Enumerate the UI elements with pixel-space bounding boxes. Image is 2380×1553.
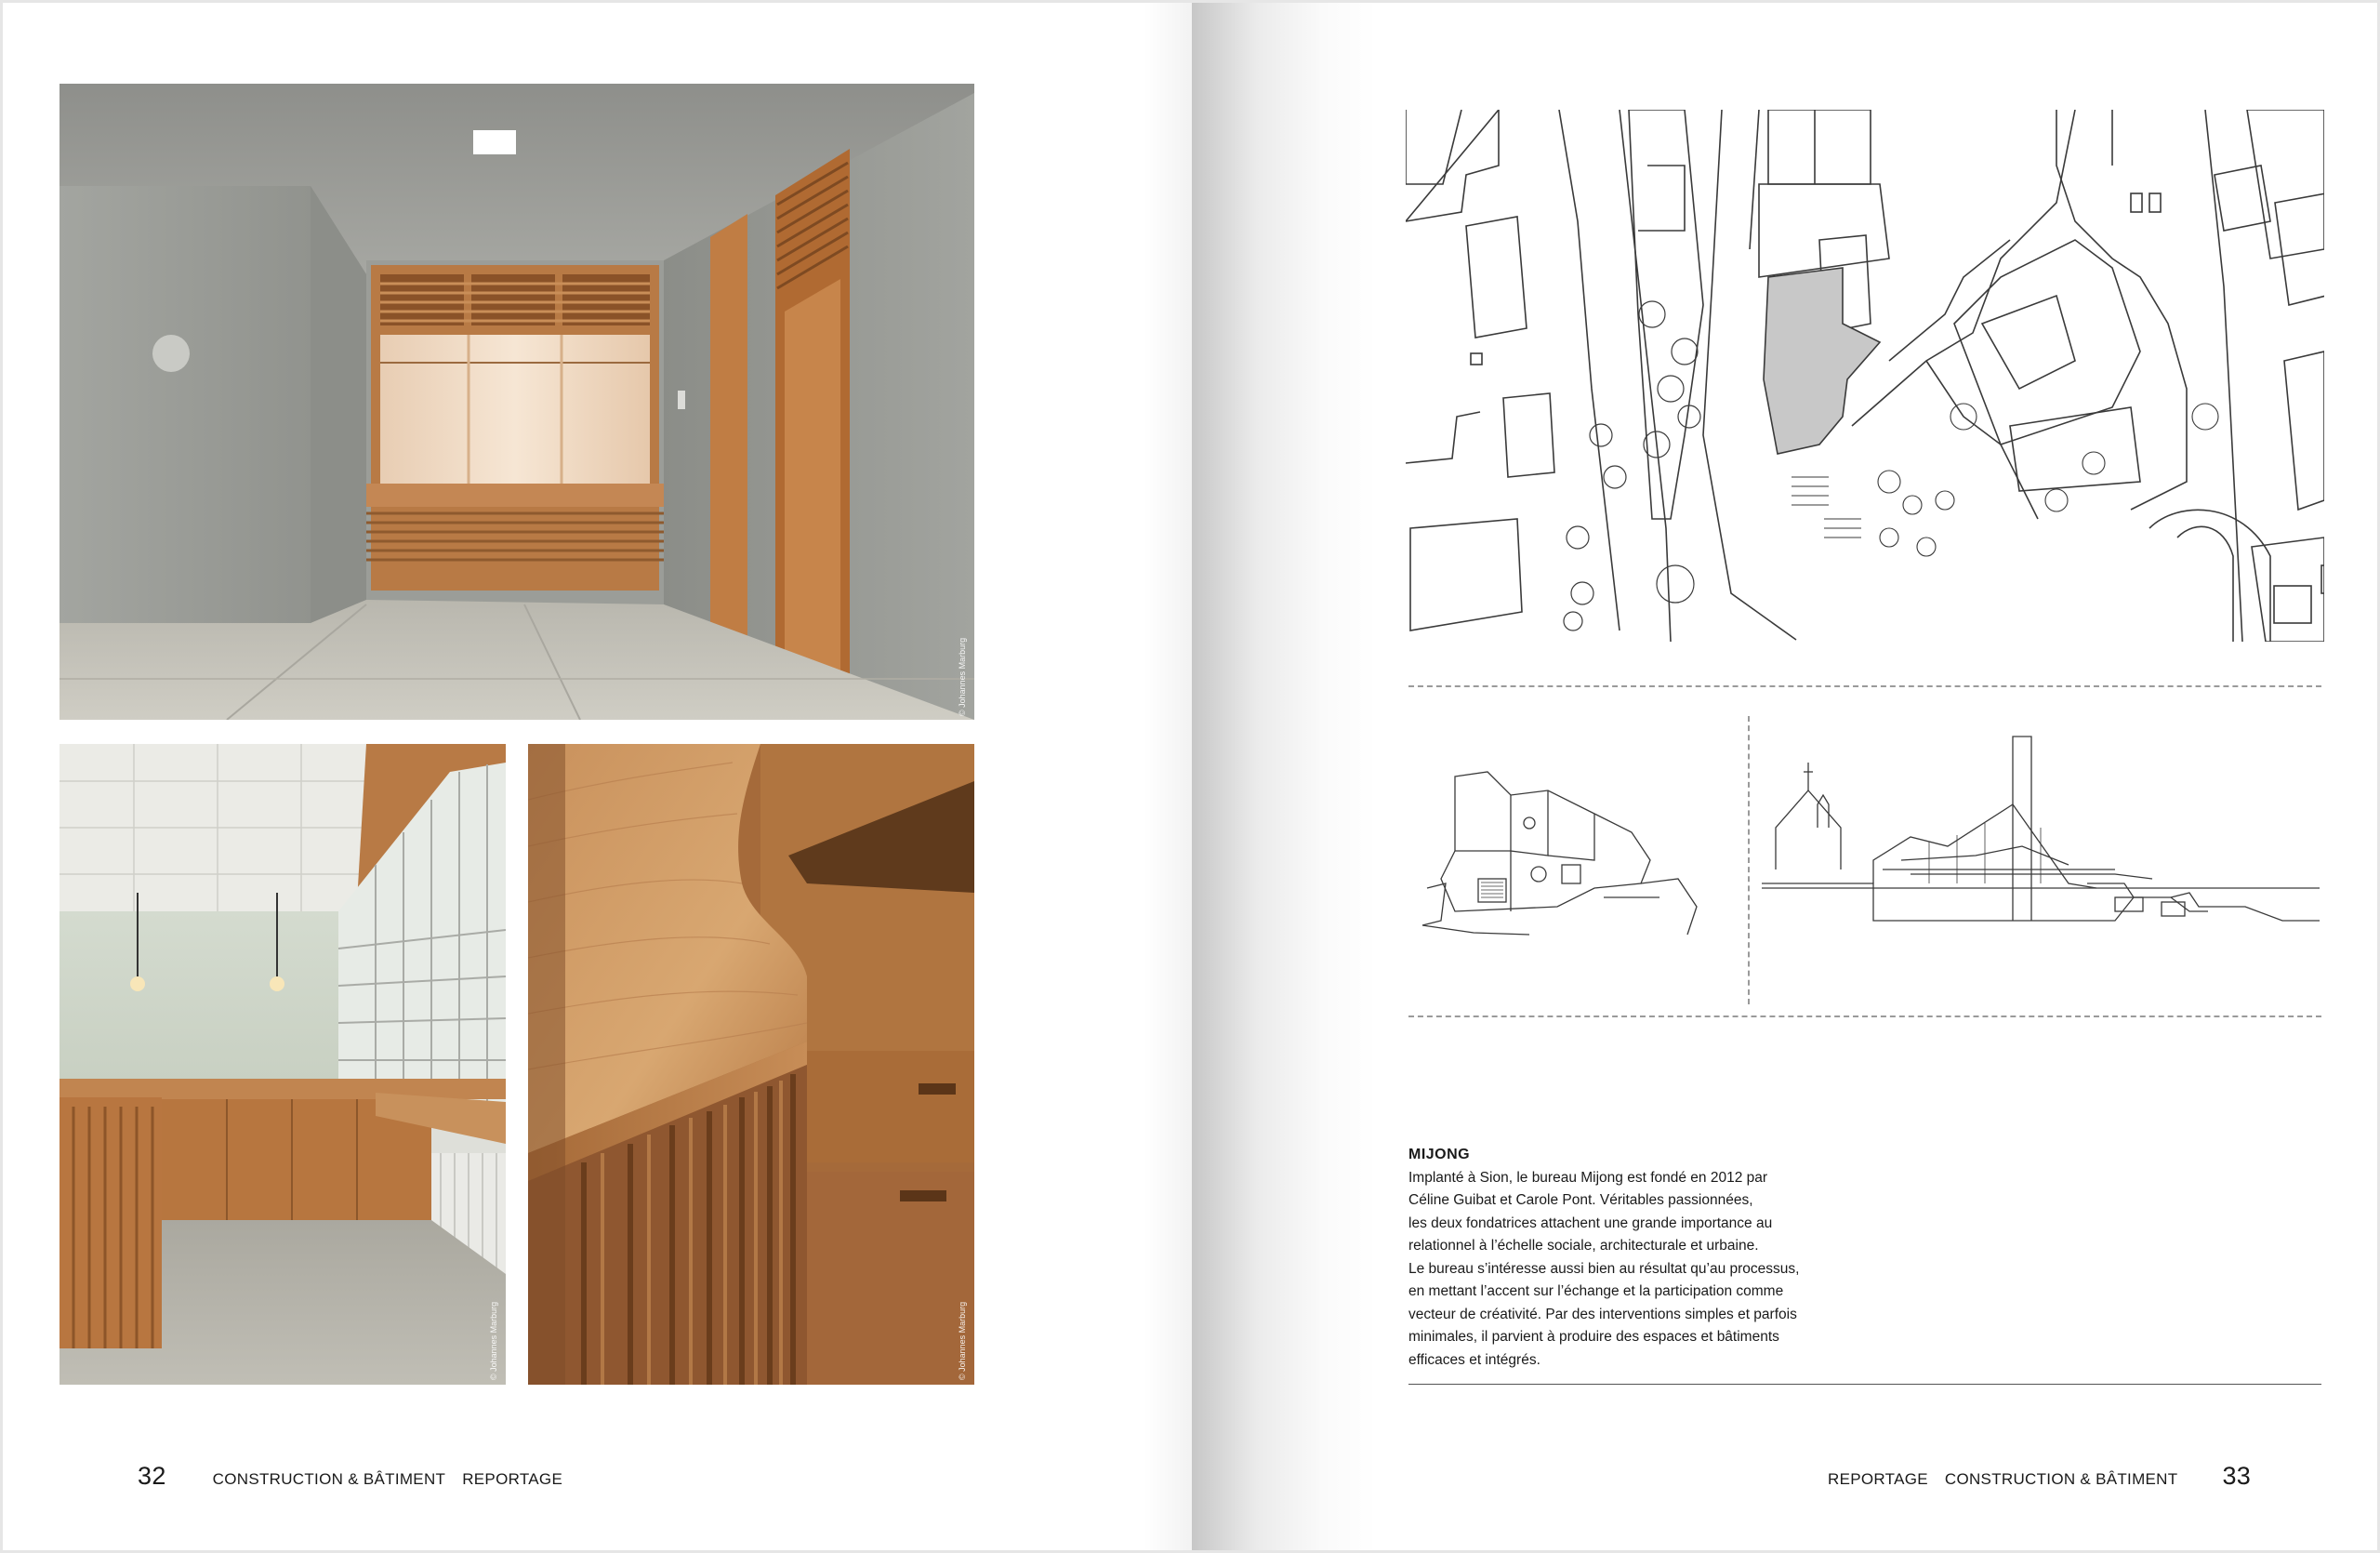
bio-line: Implanté à Sion, le bureau Mijong est fondé en 2012 par xyxy=(1408,1169,1768,1186)
bio-line: Le bureau s’intéresse aussi bien au résultat qu’au processus, xyxy=(1408,1260,1800,1277)
bio-line: efficaces et intégrés. xyxy=(1408,1351,1540,1368)
bio-line: vecteur de créativité. Par des interventions simples et parfois xyxy=(1408,1306,1797,1322)
separator-dashed-bottom xyxy=(1408,1015,2321,1017)
subsection-label: REPORTAGE xyxy=(462,1470,563,1488)
photo-wood-detail xyxy=(528,744,974,1385)
section-label: CONSTRUCTION & BÂTIMENT xyxy=(212,1470,446,1488)
photo-credit: © Johannes Marburg xyxy=(958,1301,967,1380)
floor-plan-drawing xyxy=(1418,767,1725,944)
architect-bio xyxy=(1408,1144,1845,1372)
bio-line: relationnel à l’échelle sociale, architecturale et urbaine. xyxy=(1408,1238,1759,1254)
bio-line: les deux fondatrices attachent une grande importance au xyxy=(1408,1215,1773,1231)
bio-line: en mettant l’accent sur l’échange et la participation comme xyxy=(1408,1283,1784,1299)
photo-concrete-corridor xyxy=(60,84,974,720)
bio-line: Céline Guibat et Carole Pont. Véritables passionnées, xyxy=(1408,1192,1753,1208)
site-plan-drawing xyxy=(1406,110,2324,642)
page-number: 33 xyxy=(2222,1462,2252,1490)
subsection-label: REPORTAGE xyxy=(1828,1470,1928,1488)
photo-credit: © Johannes Marburg xyxy=(958,637,967,716)
page-number: 32 xyxy=(138,1462,166,1490)
photo-credit: © Johannes Marburg xyxy=(489,1301,498,1380)
text-rule xyxy=(1408,1384,2321,1385)
footer-right xyxy=(1828,1462,2251,1491)
bio-line: minimales, il parvient à produire des espaces et bâtiments xyxy=(1408,1329,1779,1345)
section-drawing xyxy=(1762,735,2324,939)
bio-heading: MIJONG xyxy=(1408,1147,1471,1162)
section-label: CONSTRUCTION & BÂTIMENT xyxy=(1944,1470,2178,1488)
footer-left xyxy=(138,1462,562,1491)
photo-wood-counter-room xyxy=(60,744,506,1385)
separator-dashed-vertical xyxy=(1748,716,1750,1004)
separator-dashed-top xyxy=(1408,685,2321,687)
